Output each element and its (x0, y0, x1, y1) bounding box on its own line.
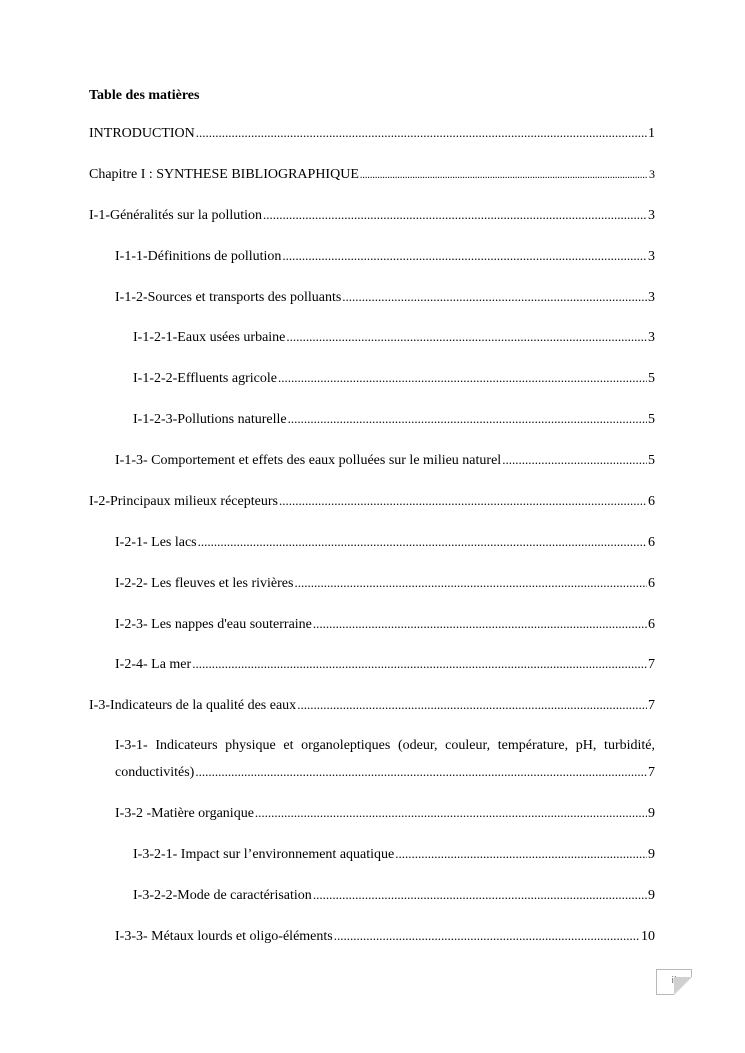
toc-entry-label: I-1-Généralités sur la pollution (89, 208, 263, 223)
toc-entry-page: 6 (648, 617, 655, 632)
dot-leader (198, 533, 647, 552)
toc-entry-label: I-1-2-3-Pollutions naturelle (133, 412, 287, 427)
toc-entry[interactable] (133, 410, 655, 429)
dot-leader (196, 124, 647, 143)
dot-leader (278, 369, 647, 388)
toc-entry[interactable] (89, 165, 655, 185)
toc-entry-page: 9 (648, 847, 655, 862)
toc-entry-page: 7 (648, 657, 655, 672)
toc-entry-page: 3 (648, 249, 655, 264)
toc-entry[interactable] (115, 615, 655, 634)
toc-entry-page: 3 (649, 167, 655, 181)
toc-entry-page: 6 (648, 494, 655, 509)
toc-entry-label: I-3-2 -Matière organique (115, 806, 254, 821)
toc-entry[interactable] (89, 124, 655, 143)
toc-entry[interactable] (115, 574, 655, 593)
toc-entry-page: 5 (648, 453, 655, 468)
dot-leader (313, 886, 647, 905)
dot-leader (297, 696, 647, 715)
toc-entry-label: I-3-2-2-Mode de caractérisation (133, 888, 312, 903)
toc-entry[interactable] (115, 927, 655, 946)
toc-entry-label: I-2-3- Les nappes d'eau souterraine (115, 617, 312, 632)
toc-entry-label: I-1-2-1-Eaux usées urbaine (133, 330, 286, 345)
toc-entry-label: Chapitre I : SYNTHESE BIBLIOGRAPHIQUE (89, 167, 359, 182)
toc-entry-label: I-3-3- Métaux lourds et oligo-éléments (115, 929, 333, 944)
dot-leader (263, 206, 647, 225)
toc-entry[interactable] (115, 804, 655, 823)
toc-entry-label: INTRODUCTION (89, 126, 195, 141)
toc-entry[interactable] (133, 369, 655, 388)
toc-entry-label: I-3-Indicateurs de la qualité des eaux (89, 698, 297, 713)
toc-entry-page: 3 (648, 330, 655, 345)
toc-entry-label: I-1-2-Sources et transports des polluants (115, 290, 342, 305)
toc-entry-first-line[interactable]: I-3-1- Indicateurs physique et organoleptiques (odeur, couleur, température, pH, turbidité, (115, 738, 655, 753)
toc-entry-label: I-1-1-Définitions de pollution (115, 249, 282, 264)
toc-entry-label: I-1-2-2-Effluents agricole (133, 371, 277, 386)
dot-leader (502, 451, 647, 470)
dot-leader (313, 615, 647, 634)
toc-entry-page: 6 (648, 576, 655, 591)
toc-entry[interactable] (89, 492, 655, 511)
page-number-badge (656, 969, 692, 995)
toc-entry-label: I-1-3- Comportement et effets des eaux polluées sur le milieu naturel (115, 453, 502, 468)
toc-entry[interactable] (115, 655, 655, 674)
page-title: Table des matières (89, 88, 200, 103)
toc-entry-label: I-2-Principaux milieux récepteurs (89, 494, 278, 509)
toc-entry-label: conductivités) (115, 765, 195, 780)
page-curl-icon (674, 977, 692, 995)
toc-entry-page: 10 (641, 929, 655, 944)
dot-leader (282, 247, 647, 266)
toc-entry-page: 7 (648, 765, 655, 780)
toc-entry-label: I-3-2-1- Impact sur l’environnement aquatique (133, 847, 395, 862)
toc-entry-label: I-2-2- Les fleuves et les rivières (115, 576, 294, 591)
toc-entry-page: 7 (648, 698, 655, 713)
toc-entry[interactable] (89, 696, 655, 715)
toc-entry-label: I-2-4- La mer (115, 657, 192, 672)
dot-leader (334, 927, 640, 946)
toc-entry[interactable] (115, 763, 655, 782)
dot-leader (195, 763, 647, 782)
dot-leader (279, 492, 647, 511)
toc-entry-page: 3 (648, 208, 655, 223)
dot-leader (255, 804, 647, 823)
toc-entry-page: 5 (648, 412, 655, 427)
toc-entry-page: 1 (648, 126, 655, 141)
toc-entry[interactable] (133, 328, 655, 347)
toc-entry[interactable] (133, 886, 655, 905)
toc-entry-page: 6 (648, 535, 655, 550)
toc-entry[interactable] (115, 288, 655, 307)
dot-leader (288, 410, 647, 429)
toc-entry-page: 5 (648, 371, 655, 386)
dot-leader (192, 655, 647, 674)
dot-leader (395, 845, 647, 864)
toc-entry-label: I-2-1- Les lacs (115, 535, 197, 550)
toc-entry[interactable] (115, 247, 655, 266)
dot-leader (342, 288, 647, 307)
toc-entry[interactable] (115, 451, 655, 470)
toc-entry[interactable] (89, 206, 655, 225)
page-number: ii (671, 976, 677, 986)
toc-entry-page: 3 (648, 290, 655, 305)
toc-entry[interactable] (115, 533, 655, 552)
toc-entry-page: 9 (648, 888, 655, 903)
dot-leader (286, 328, 647, 347)
toc-entry-page: 9 (648, 806, 655, 821)
dot-leader (294, 574, 647, 593)
toc-entry[interactable] (133, 845, 655, 864)
dot-leader (360, 166, 648, 185)
